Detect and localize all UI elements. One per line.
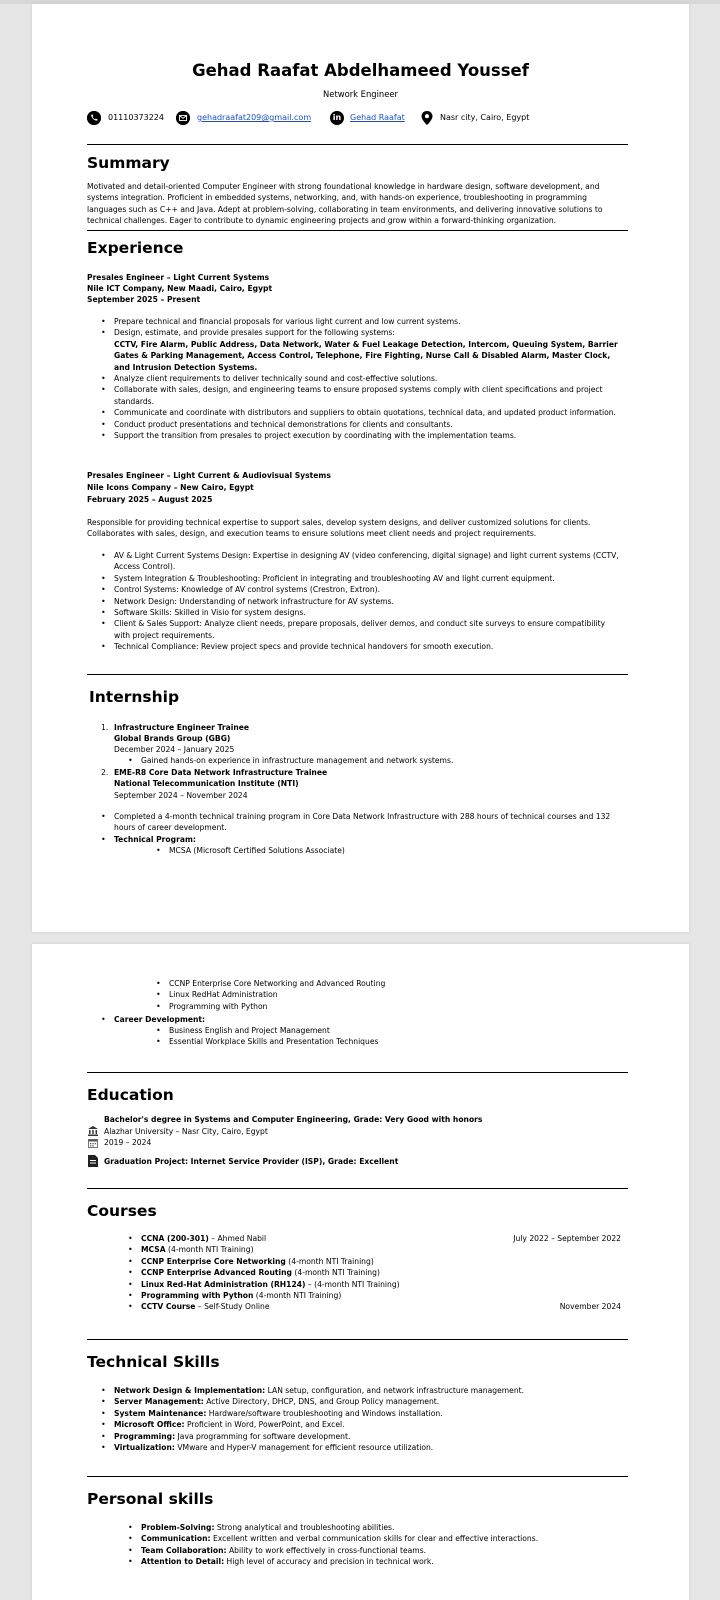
list-item: • System Integration & Troubleshooting: Proficient in integrating and troubleshooting AV and light current equipment.: [114, 573, 622, 584]
courses-list: [141, 1233, 621, 1313]
linkedin-icon: in: [330, 111, 344, 125]
skill-item: • Attention to Detail: High level of accuracy and precision in technical work.: [141, 1556, 538, 1567]
technical-program-label: Technical Program:: [114, 834, 196, 844]
internship-1-org: Global Brands Group (GBG): [114, 734, 231, 743]
list-item: • Essential Workplace Skills and Presentation Techniques: [169, 1036, 378, 1047]
personal-skills-heading: Personal skills: [87, 1490, 214, 1508]
education-degree: Bachelor's degree in Systems and Computer Engineering, Grade: Very Good with honors: [104, 1115, 483, 1124]
list-item: • Technical Compliance: Review project specs and provide technical handovers for smooth execution.: [114, 641, 622, 652]
email-link[interactable]: gehadraafat209@gmail.com: [197, 113, 312, 122]
job2-company: Nile Icons Company – New Cairo, Egypt: [87, 483, 254, 492]
list-item: • MCSA (Microsoft Certified Solutions Associate): [169, 845, 345, 856]
list-item: • Completed a 4-month technical training program in Core Data Network Infrastructure with 288 hours of technical courses and 132 hours of career development.: [114, 811, 629, 834]
internship-2-number: 2.: [101, 768, 109, 777]
list-item: • Network Design: Understanding of network infrastructure for AV systems.: [114, 596, 622, 607]
phone-icon: [87, 111, 101, 125]
candidate-name: Gehad Raafat Abdelhameed Youssef: [192, 61, 529, 80]
linkedin-link[interactable]: Gehad Raafat: [350, 113, 405, 122]
job2-title: Presales Engineer – Light Current & Audiovisual Systems: [87, 471, 331, 480]
course-item: • CCNP Enterprise Advanced Routing (4-month NTI Training): [141, 1267, 621, 1278]
resume-page-1: [32, 4, 689, 932]
course-item: • Linux Red-Hat Administration (RH124) – (4-month NTI Training): [141, 1279, 621, 1290]
section-divider: [87, 144, 628, 145]
skill-item: • Network Design & Implementation: LAN setup, configuration, and network infrastructure management.: [114, 1385, 524, 1396]
internship-1-title: Infrastructure Engineer Trainee: [114, 723, 250, 732]
technical-skills-list: [114, 1385, 524, 1453]
list-item: • Conduct product presentations and technical demonstrations for clients and consultants.: [114, 419, 622, 430]
internship-1-dates: December 2024 – January 2025: [114, 745, 235, 754]
skill-item: • Communication: Excellent written and verbal communication skills for clear and effective interactions.: [141, 1533, 538, 1544]
education-project: Graduation Project: Internet Service Provider (ISP), Grade: Excellent: [104, 1157, 399, 1166]
skill-item: • Problem-Solving: Strong analytical and troubleshooting abilities.: [141, 1522, 538, 1533]
career-development-list: [169, 1025, 378, 1048]
course-date: July 2022 – September 2022: [513, 1234, 621, 1243]
list-item: • CCNP Enterprise Core Networking and Advanced Routing: [169, 978, 385, 989]
skill-item: • Team Collaboration: Ability to work effectively in cross-functional teams.: [141, 1545, 538, 1556]
list-item: • Linux RedHat Administration: [169, 989, 385, 1000]
list-item: • Gained hands-on experience in infrastructure management and network systems.: [141, 755, 453, 766]
job2-intro: Responsible for providing technical expertise to support sales, develop system designs, and deliver customized solutions for clients. Collaborates with sales, design, and execution teams to ensure solutions meet client needs and project requirements.: [87, 518, 591, 539]
job1-title: Presales Engineer – Light Current Systems: [87, 273, 270, 282]
list-item: • Prepare technical and financial proposals for various light current and low current systems.: [114, 316, 622, 327]
list-item: • Analyze client requirements to deliver technically sound and cost-effective solutions.: [114, 373, 622, 384]
internship-heading: Internship: [89, 688, 180, 706]
technical-program-list-page2: [169, 978, 385, 1012]
job1-systems-list: CCTV, Fire Alarm, Public Address, Data Network, Water & Fuel Leakage Detection, Intercom, Queuing System, Barrier Gates & Parking Management, Access Control, Telephone, Fire Fighting, Nurse Call & Disabled Alarm, Master Clock, and Intrusion Detection Systems.: [114, 339, 618, 372]
course-item: • CCNA (200-301) – Ahmed Nabil July 2022 – September 2022: [141, 1233, 621, 1244]
phone-number: 01110373224: [108, 113, 164, 122]
internship-2-title: EME-R8 Core Data Network Infrastructure Trainee: [114, 768, 328, 777]
resume-page-2: [32, 944, 689, 1600]
technical-program-list-page1: [169, 845, 345, 856]
courses-heading: Courses: [87, 1202, 157, 1220]
course-item: • CCNP Enterprise Core Networking (4-month NTI Training): [141, 1256, 621, 1267]
job1-company: Nile ICT Company, New Maadi, Cairo, Egypt: [87, 284, 273, 293]
contact-row: [87, 111, 628, 127]
section-divider: [87, 1072, 628, 1073]
list-item: • Design, estimate, and provide presales support for the following systems: CCTV, Fire Alarm, Public Address, Data Network, Water & Fuel Leakage Detection, Intercom, Queuing System, Barrier Gates & Parking Management, Access Control, Telephone, Fire Fighting, Nurse Call & Disabled Alarm, Master Clock, and Intrusion Detection Systems.: [114, 327, 622, 373]
list-item: • Client & Sales Support: Analyze client needs, prepare proposals, deliver demos, and conduct site surveys to ensure compatibility with project requirements.: [114, 618, 622, 641]
location-pin-icon: [421, 111, 433, 125]
email-icon: [176, 111, 190, 125]
internship-2-dates: September 2024 – November 2024: [114, 791, 248, 800]
internship-details: [114, 811, 629, 845]
location-text: Nasr city, Cairo, Egypt: [440, 113, 530, 122]
job2-dates: February 2025 – August 2025: [87, 495, 213, 504]
calendar-icon: [88, 1138, 98, 1148]
course-item: • Programming with Python (4-month NTI Training): [141, 1290, 621, 1301]
skill-item: • Virtualization: VMware and Hyper-V management for efficient resource utilization.: [114, 1442, 524, 1453]
job1-bullets: [114, 316, 622, 441]
list-item: • AV & Light Current Systems Design: Expertise in designing AV (video conferencing, digital signage) and light current systems (CCTV, Access Control).: [114, 550, 622, 573]
education-heading: Education: [87, 1086, 174, 1104]
education-years: 2019 – 2024: [104, 1138, 152, 1147]
candidate-role: Network Engineer: [323, 89, 398, 99]
section-divider: [87, 1476, 628, 1477]
section-divider: [87, 1339, 628, 1340]
technical-skills-heading: Technical Skills: [87, 1353, 220, 1371]
career-development-item: [114, 1014, 205, 1025]
education-university: Alazhar University – Nasr City, Cairo, Egypt: [104, 1127, 268, 1136]
job1-dates: September 2025 – Present: [87, 295, 201, 304]
course-item: • MCSA (4-month NTI Training): [141, 1244, 621, 1255]
internship-1-bullets: [141, 755, 453, 766]
list-item: • Support the transition from presales to project execution by coordinating with the implementation teams.: [114, 430, 622, 441]
university-icon: [88, 1126, 98, 1136]
course-item: • CCTV Course – Self-Study Online November 2024: [141, 1301, 621, 1312]
internship-2-org: National Telecommunication Institute (NTI): [114, 779, 299, 788]
list-item: • Software Skills: Skilled in Visio for system designs.: [114, 607, 622, 618]
section-divider: [87, 1188, 628, 1189]
list-item: • Collaborate with sales, design, and engineering teams to ensure proposed systems comply with client specifications and project standards.: [114, 384, 622, 407]
list-item: • Control Systems: Knowledge of AV control systems (Crestron, Extron).: [114, 584, 622, 595]
list-item: • Business English and Project Management: [169, 1025, 378, 1036]
skill-item: • Programming: Java programming for software development.: [114, 1431, 524, 1442]
skill-item: • Microsoft Office: Proficient in Word, PowerPoint, and Excel.: [114, 1419, 524, 1430]
course-date: November 2024: [559, 1302, 621, 1312]
job2-bullets: [114, 550, 622, 653]
section-divider: [87, 674, 628, 675]
summary-text: Motivated and detail-oriented Computer Engineer with strong foundational knowledge in hardware design, software development, and systems integration. Proficient in embedded systems, networking, and, with hands-on experience, troubleshooting in programming languages such as C++ and Java. Adept at problem-solving, collaborating in team environments, and delivering innovative solutions to technical challenges. Eager to contribute to dynamic engineering projects and grow within a forward-thinking organization.: [87, 182, 603, 226]
experience-heading: Experience: [87, 239, 184, 257]
list-item: [114, 1014, 205, 1025]
project-icon: [88, 1155, 98, 1167]
personal-skills-list: [141, 1522, 538, 1568]
internship-1-number: 1.: [101, 723, 109, 732]
summary-heading: Summary: [87, 154, 170, 172]
list-item: • Programming with Python: [169, 1001, 385, 1012]
section-divider: [87, 230, 628, 231]
list-item: • Communicate and coordinate with distributors and suppliers to obtain quotations, technical data, and updated product information.: [114, 407, 622, 418]
list-item: [114, 834, 629, 845]
career-development-label: Career Development:: [114, 1015, 206, 1024]
skill-item: • Server Management: Active Directory, DHCP, DNS, and Group Policy management.: [114, 1396, 524, 1407]
skill-item: • System Maintenance: Hardware/software troubleshooting and Windows installation.: [114, 1408, 524, 1419]
